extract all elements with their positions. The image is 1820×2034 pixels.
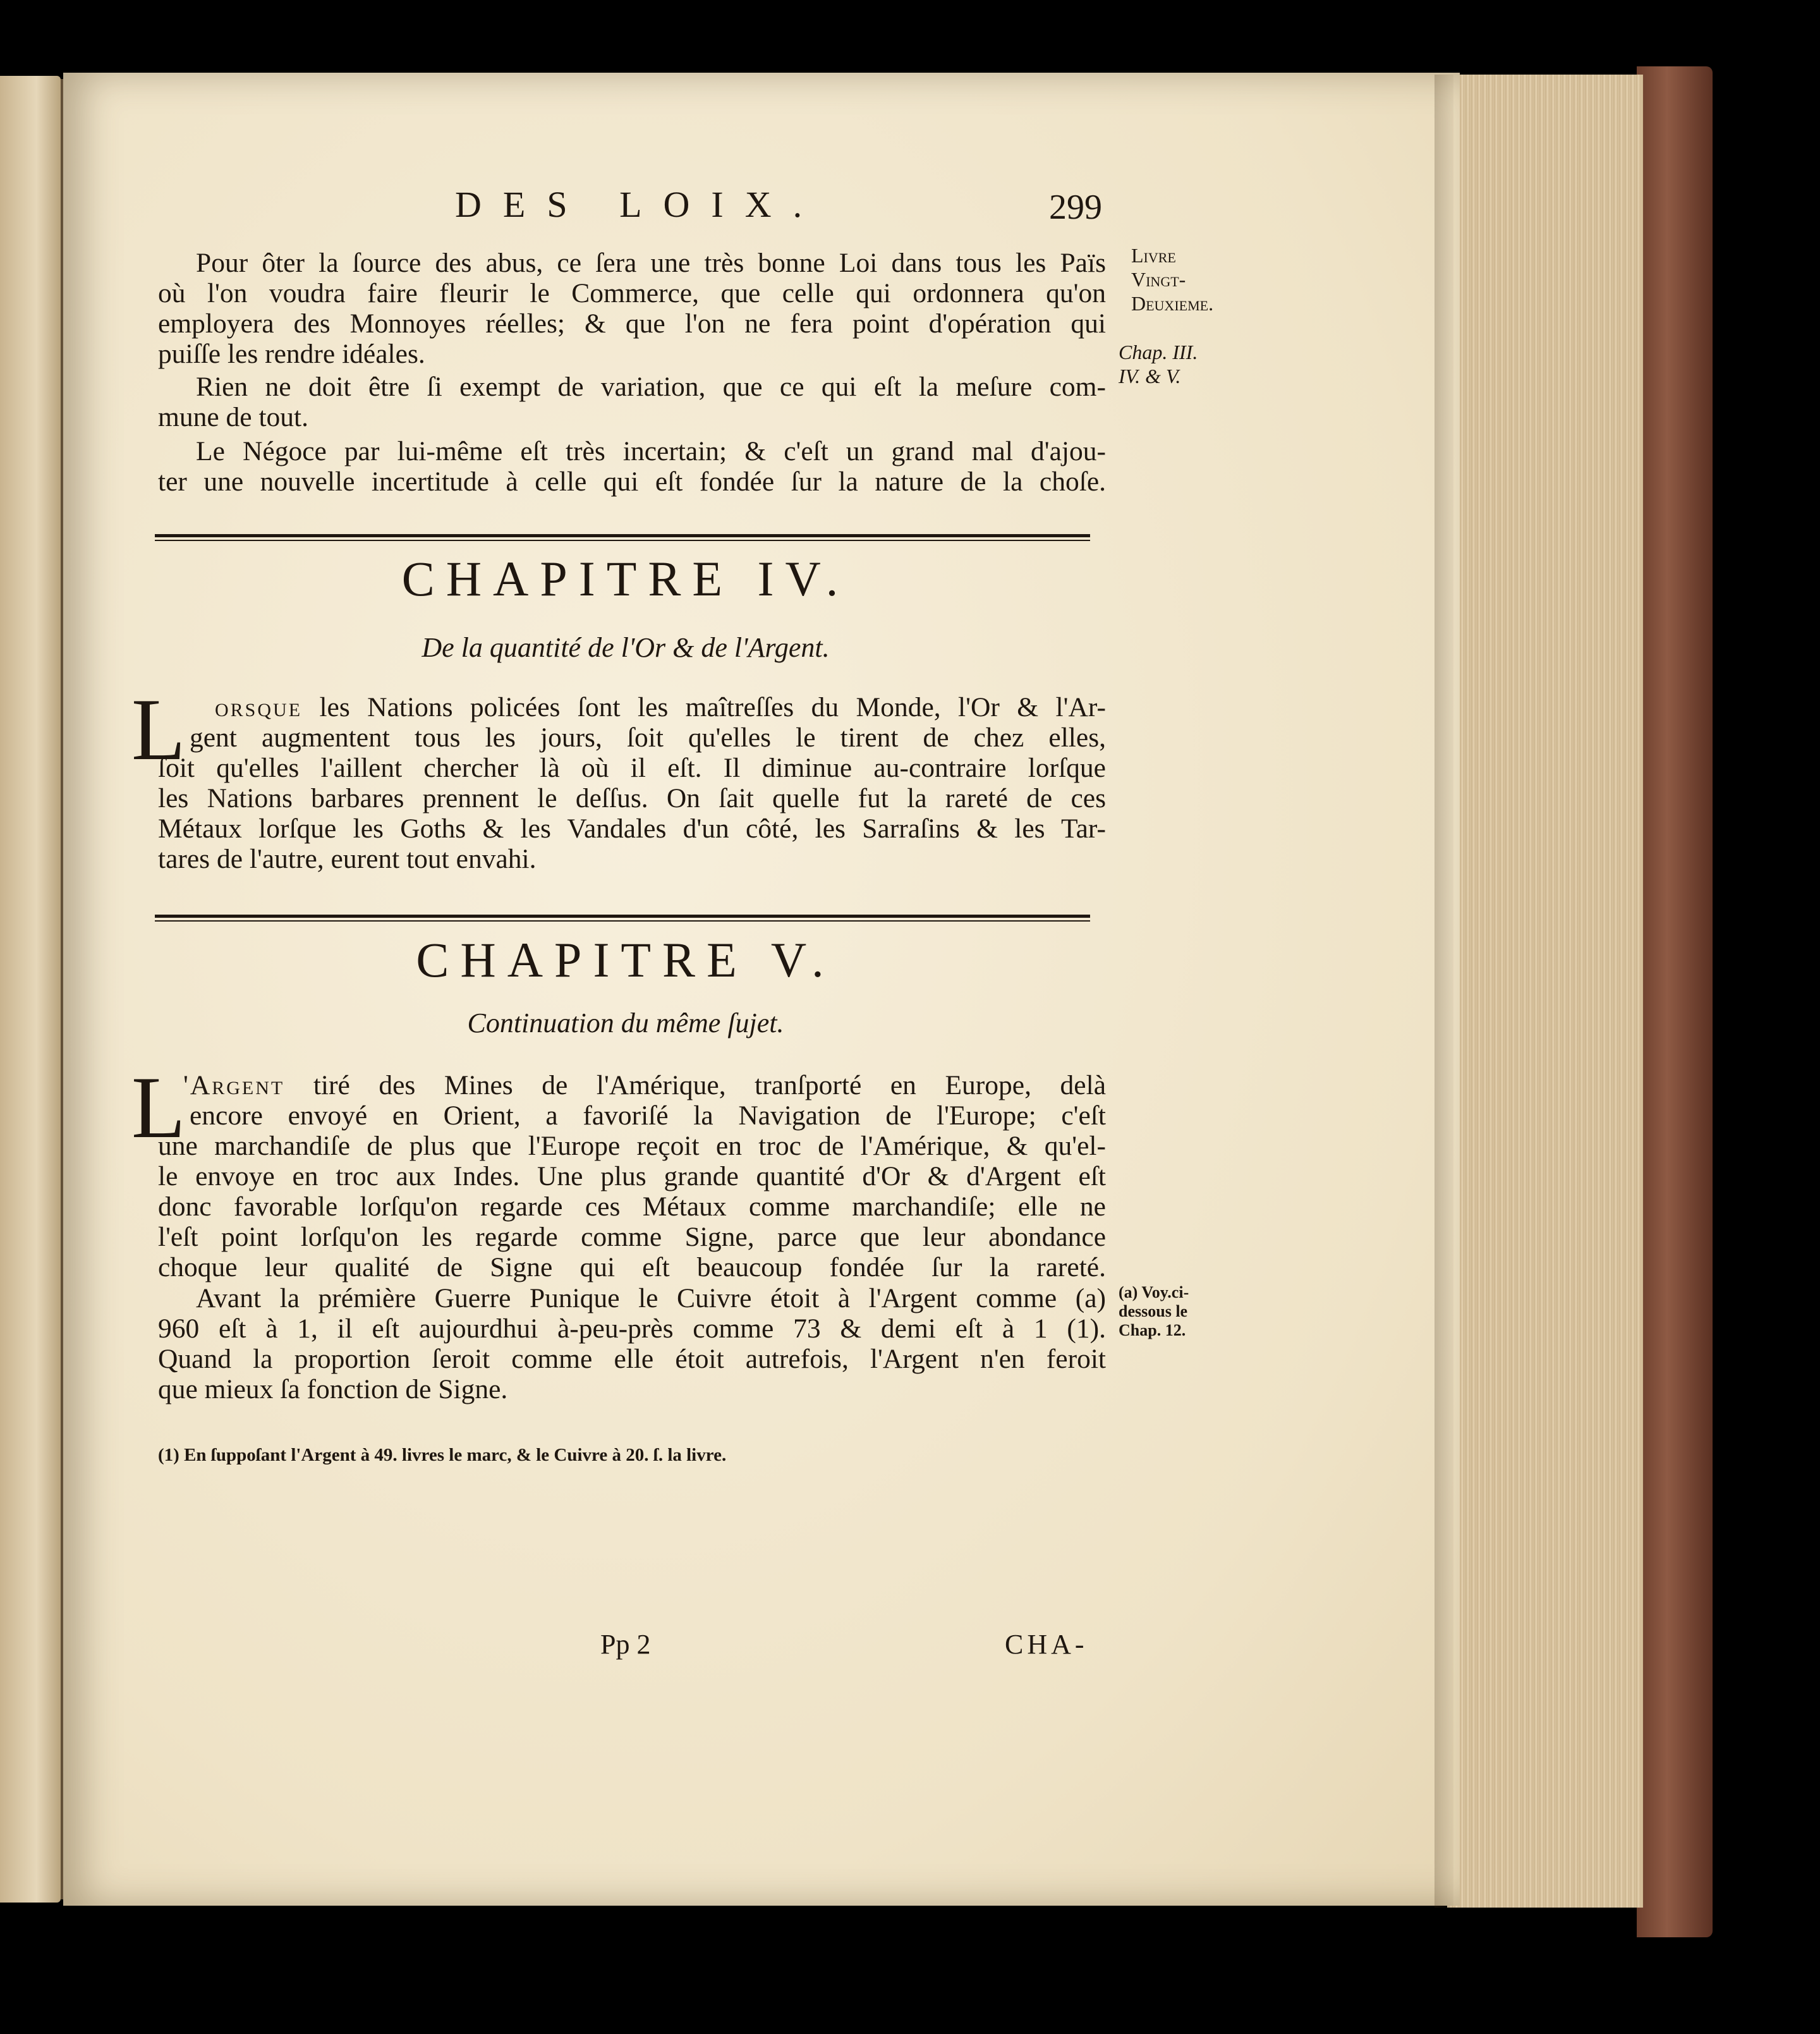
margin-line: Chap. III. bbox=[1119, 341, 1198, 363]
chapter-4-subtitle: De la quantité de l'Or & de l'Argent. bbox=[422, 632, 830, 663]
text-line: gent augmentent tous les jours, ſoit qu'elles le tirent de chez elles, bbox=[190, 722, 1106, 753]
page-fore-edge bbox=[1447, 75, 1643, 1908]
text-line: les Nations barbares prennent le deſſus. On ſait quelle fut la rareté de ces bbox=[158, 783, 1106, 813]
chapter-5-body bbox=[158, 1131, 1106, 1282]
chapter-rule bbox=[155, 915, 1090, 918]
catchword: CHA- bbox=[1005, 1629, 1088, 1660]
page-number: 299 bbox=[1049, 188, 1102, 227]
drop-cap: L bbox=[131, 681, 186, 779]
paragraph-1 bbox=[158, 248, 1106, 369]
text-line: le envoye en troc aux Indes. Une plus grande quantité d'Or & d'Argent eſt bbox=[158, 1161, 1106, 1191]
text-fragment: les Nations policées ſont les maîtreſſes du Monde, l'Or & l'Ar- bbox=[319, 692, 1106, 722]
margin-line: dessous le bbox=[1119, 1302, 1188, 1320]
text-line: une marchandiſe de plus que l'Europe reçoit en troc de l'Amérique, & qu'el- bbox=[158, 1131, 1106, 1161]
chapter-4-body bbox=[158, 753, 1106, 874]
text-line: Pour ôter la ſource des abus, ce ſera une très bonne Loi dans tous les Païs bbox=[196, 248, 1106, 278]
text-line bbox=[215, 692, 1106, 722]
text-line: mune de tout. bbox=[158, 402, 308, 432]
page-shadow bbox=[1435, 75, 1453, 1908]
chapter-5-opening bbox=[183, 1070, 1106, 1100]
margin-note-a bbox=[1119, 1283, 1189, 1340]
chapter-4-line-2 bbox=[190, 722, 1106, 753]
chapter-5-title: CHAPITRE V. bbox=[416, 932, 835, 987]
text-line: encore envoyé en Orient, a favoriſé la Navigation de l'Europe; c'eſt bbox=[190, 1100, 1106, 1131]
text-line: 960 eſt à 1, il eſt aujourdhui à-peu-près comme 73 & demi eſt à 1 (1). bbox=[158, 1313, 1106, 1344]
text-line: Rien ne doit être ſi exempt de variation, que ce qui eſt la meſure com- bbox=[196, 372, 1106, 402]
margin-line: Chap. 12. bbox=[1119, 1321, 1186, 1339]
text-line: où l'on voudra faire fleurir le Commerce, que celle qui ordonnera qu'on bbox=[158, 278, 1106, 308]
chapter-4-title: CHAPITRE IV. bbox=[401, 551, 850, 606]
drop-cap: L bbox=[131, 1059, 186, 1157]
first-word: 'Argent bbox=[183, 1070, 285, 1100]
margin-line: (a) Voy.ci- bbox=[1119, 1283, 1189, 1301]
margin-line: Deuxieme. bbox=[1131, 292, 1214, 315]
text-line: que mieux ſa fonction de Signe. bbox=[158, 1374, 508, 1404]
text-fragment: tiré des Mines de l'Amérique, tranſporté en Europe, delà bbox=[313, 1070, 1106, 1100]
text-line: ſoit qu'elles l'aillent chercher là où il eſt. Il diminue au-contraire lorſque bbox=[158, 753, 1106, 783]
chapter-rule bbox=[155, 534, 1090, 537]
text-line: Avant la prémière Guerre Punique le Cuivre étoit à l'Argent comme (a) bbox=[196, 1283, 1106, 1313]
text-line bbox=[183, 1070, 1106, 1100]
text-line: ter une nouvelle incertitude à celle qui eſt fondée ſur la nature de la choſe. bbox=[158, 466, 1106, 497]
paragraph-3 bbox=[158, 436, 1106, 497]
margin-note-chapters bbox=[1119, 340, 1198, 388]
chapter-5-line-2 bbox=[190, 1100, 1106, 1131]
text-line: donc favorable lorſqu'on regarde ces Métaux comme marchandiſe; elle ne bbox=[158, 1191, 1106, 1222]
chapter-5-subtitle: Continuation du même ſujet. bbox=[467, 1008, 784, 1038]
text-line: employera des Monnoyes réelles; & que l'on ne fera point d'opération qui bbox=[158, 308, 1106, 339]
text-line: Quand la proportion ſeroit comme elle étoit autrefois, l'Argent n'en feroit bbox=[158, 1344, 1106, 1374]
margin-line: Livre bbox=[1131, 244, 1176, 267]
chapter-4-opening bbox=[215, 692, 1106, 722]
text-line: tares de l'autre, eurent tout envahi. bbox=[158, 844, 537, 874]
text-line: Le Négoce par lui-même eſt très incertain; & c'eſt un grand mal d'ajou- bbox=[196, 436, 1106, 466]
first-word: orsque bbox=[215, 692, 303, 722]
text-line: puiſſe les rendre idéales. bbox=[158, 339, 425, 369]
text-line: Métaux lorſque les Goths & les Vandales d'un côté, les Sarraſins & les Tar- bbox=[158, 813, 1106, 844]
footnote: (1) En ſuppoſant l'Argent à 49. livres le marc, & le Cuivre à 20. ſ. la livre. bbox=[158, 1445, 727, 1465]
paragraph-2 bbox=[158, 372, 1106, 432]
left-page-edge bbox=[0, 76, 61, 1903]
running-header: DES LOIX. bbox=[455, 184, 824, 225]
margin-line: Vingt- bbox=[1131, 268, 1186, 291]
chapter-5-paragraph-2 bbox=[158, 1283, 1106, 1404]
text-line: choque leur qualité de Signe qui eſt beaucoup fondée ſur la rareté. bbox=[158, 1252, 1106, 1282]
book-cover bbox=[1637, 66, 1713, 1937]
text-line: l'eſt point lorſqu'on les regarde comme Signe, parce que leur abondance bbox=[158, 1222, 1106, 1252]
signature-mark: Pp 2 bbox=[600, 1629, 651, 1660]
margin-note-book bbox=[1131, 243, 1213, 315]
margin-line: IV. & V. bbox=[1119, 365, 1181, 387]
